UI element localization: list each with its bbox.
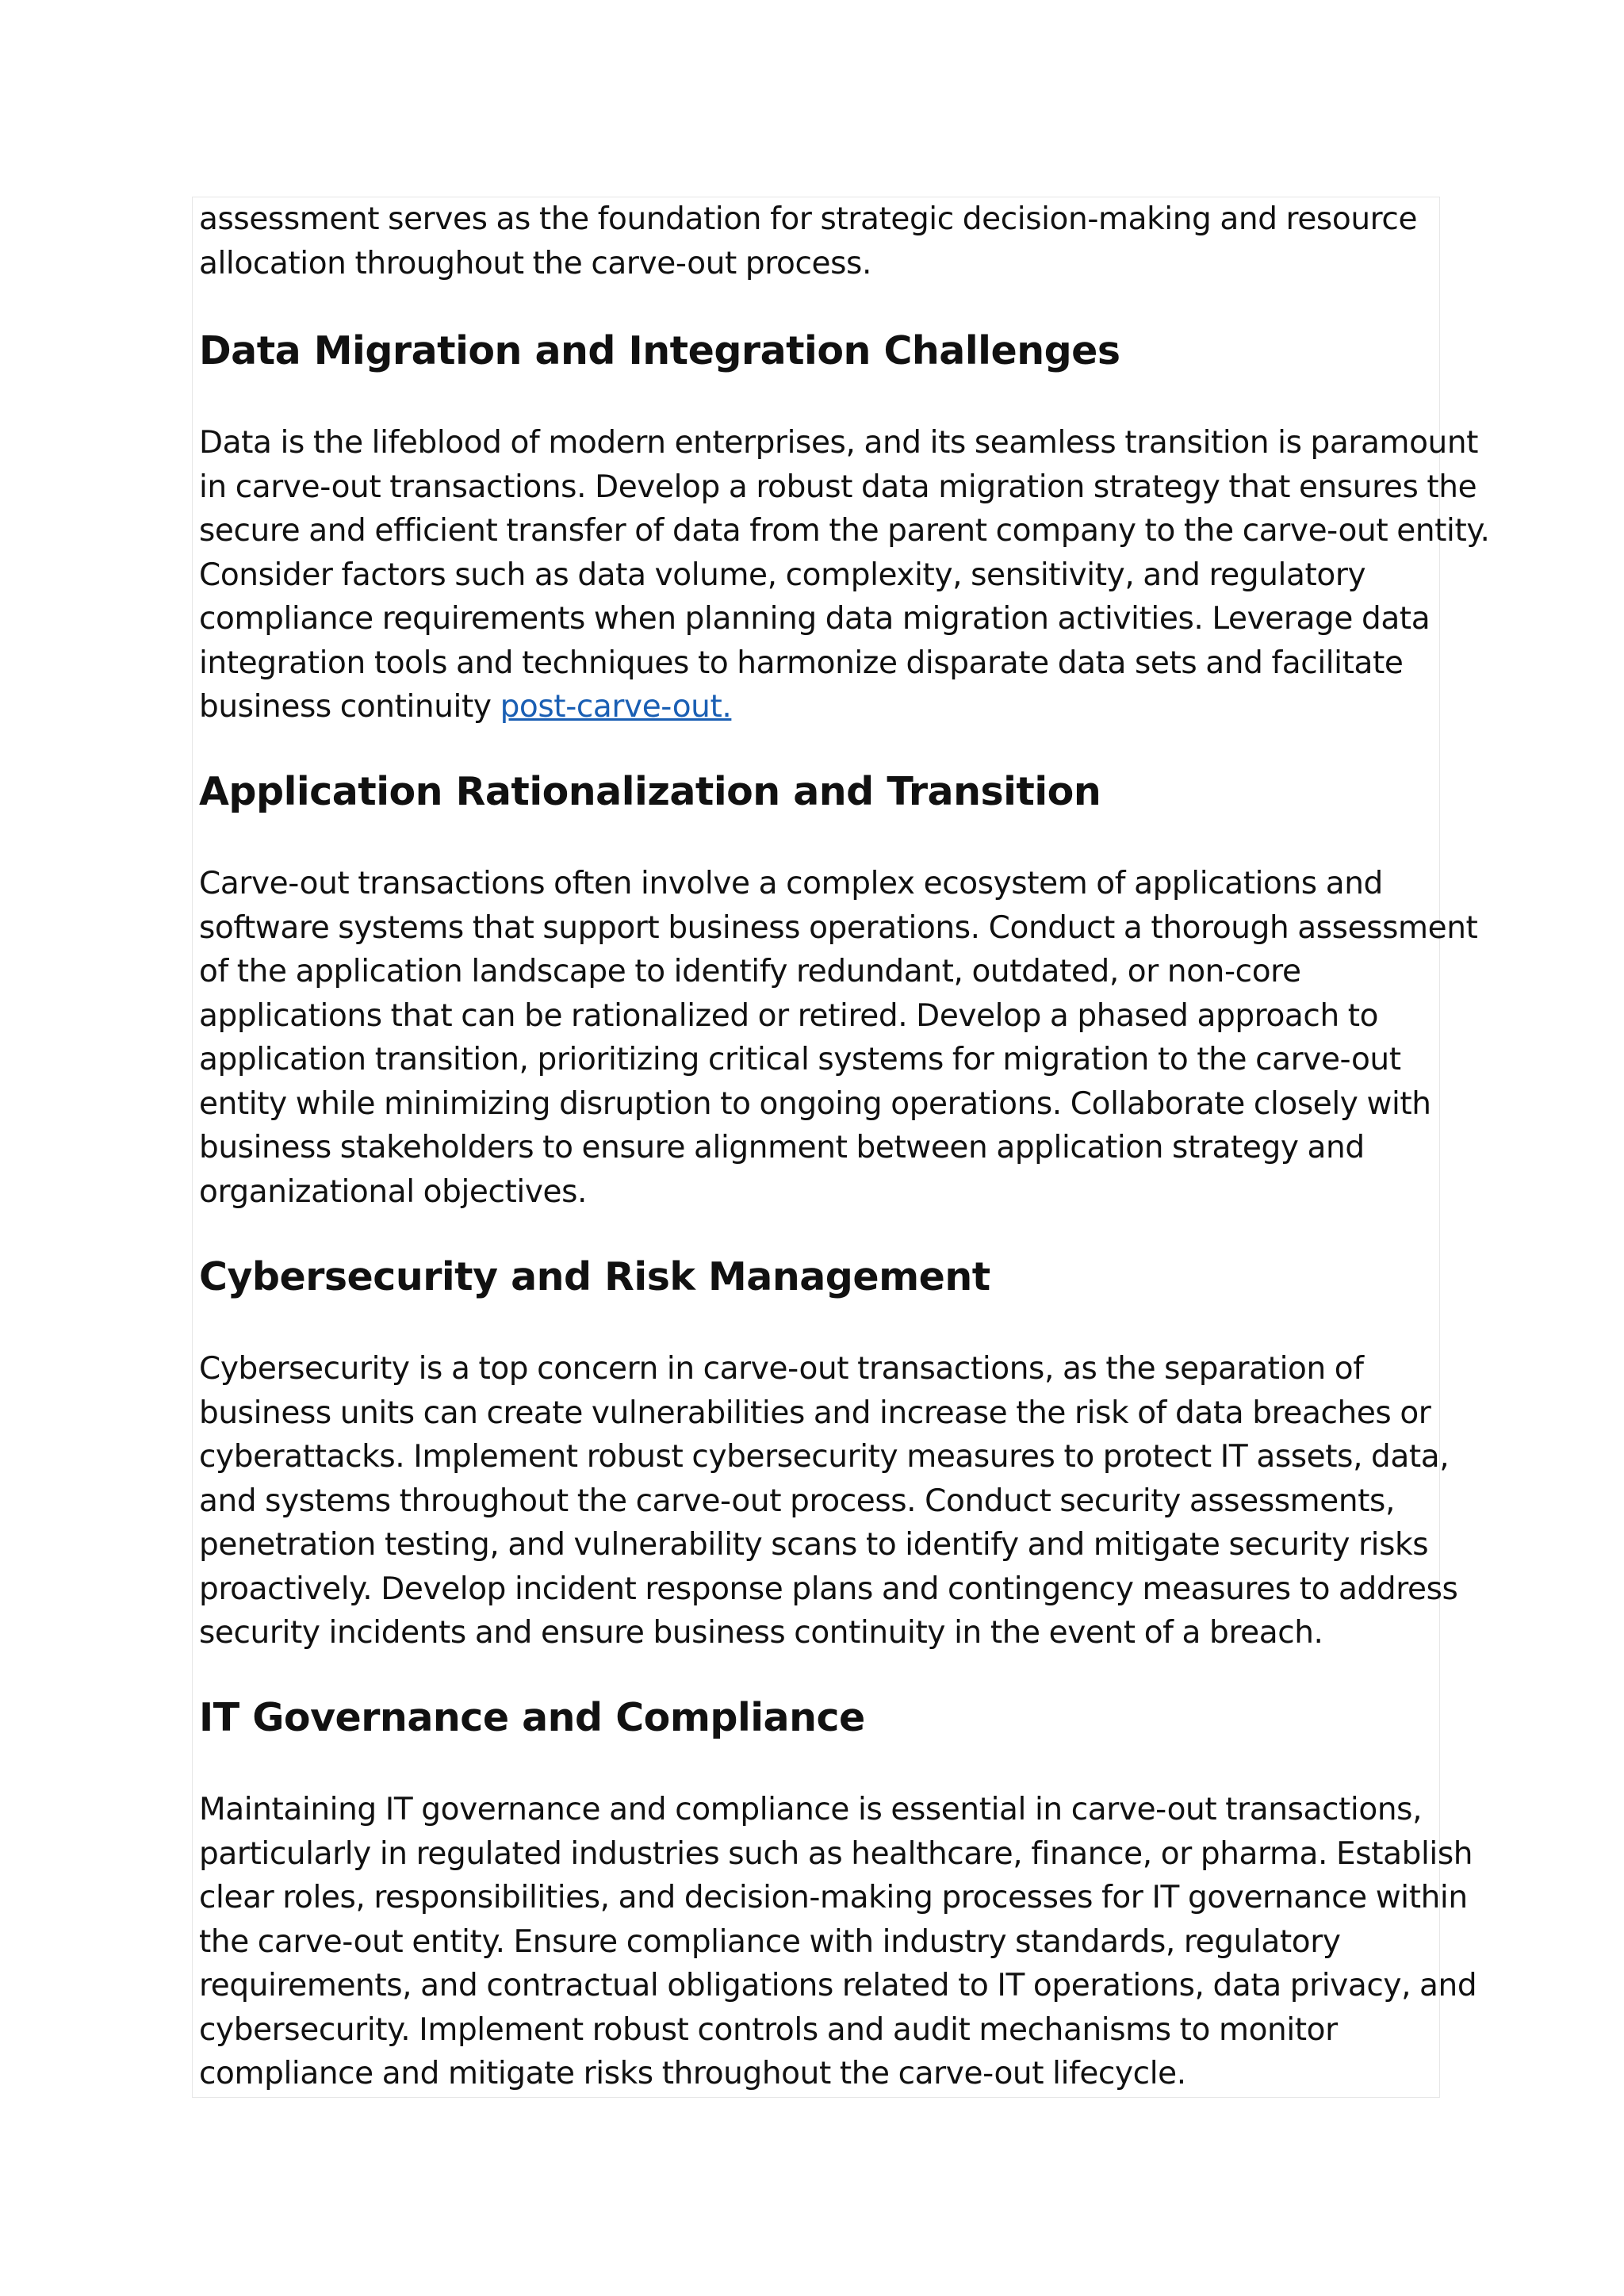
text-line: Maintaining IT governance and compliance is essential in carve-out transactions, bbox=[199, 1792, 1423, 1827]
paragraph bbox=[199, 1347, 1458, 1655]
text-line: integration tools and techniques to harmonize disparate data sets and facilitate bbox=[199, 645, 1404, 681]
section-heading: IT Governance and Compliance bbox=[199, 1695, 865, 1740]
text-line: Consider factors such as data volume, complexity, sensitivity, and regulatory bbox=[199, 557, 1366, 593]
text-line: requirements, and contractual obligations related to IT operations, data privacy, and bbox=[199, 1968, 1477, 2003]
text-line: and systems throughout the carve-out process. Conduct security assessments, bbox=[199, 1483, 1395, 1519]
paragraph bbox=[199, 421, 1490, 729]
text-line: Cybersecurity is a top concern in carve-out transactions, as the separation of bbox=[199, 1351, 1364, 1387]
text-line: allocation throughout the carve-out process. bbox=[199, 245, 871, 281]
text-line: organizational objectives. bbox=[199, 1173, 588, 1210]
text-line: penetration testing, and vulnerability scans to identify and mitigate security risks bbox=[199, 1527, 1429, 1563]
text-line: security incidents and ensure business continuity in the event of a breach. bbox=[199, 1615, 1323, 1651]
text-line: applications that can be rationalized or retired. Develop a phased approach to bbox=[199, 997, 1379, 1034]
text-line: cyberattacks. Implement robust cybersecurity measures to protect IT assets, data, bbox=[199, 1439, 1450, 1475]
section-it-governance bbox=[199, 1694, 1439, 1742]
text-fragment: business continuity bbox=[199, 689, 500, 725]
text-line: proactively. Develop incident response plans and contingency measures to address bbox=[199, 1571, 1458, 1607]
text-line: business units can create vulnerabilities and increase the risk of data breaches or bbox=[199, 1395, 1431, 1431]
paragraph bbox=[199, 197, 1439, 285]
text-line: business stakeholders to ensure alignment between application strategy and bbox=[199, 1130, 1365, 1165]
section-heading: Application Rationalization and Transition bbox=[199, 769, 1101, 814]
intro-continuation bbox=[199, 197, 1439, 285]
section-cybersecurity bbox=[199, 1253, 1439, 1301]
section-heading: Cybersecurity and Risk Management bbox=[199, 1254, 990, 1299]
text-line: Data is the lifeblood of modern enterprises, and its seamless transition is paramount bbox=[199, 425, 1479, 461]
text-line: secure and efficient transfer of data from the parent company to the carve-out entity. bbox=[199, 513, 1490, 549]
text-line: cybersecurity. Implement robust controls and audit mechanisms to monitor bbox=[199, 2011, 1338, 2048]
text-line: the carve-out entity. Ensure compliance with industry standards, regulatory bbox=[199, 1923, 1341, 1960]
text-line: in carve-out transactions. Develop a robust data migration strategy that ensures the bbox=[199, 469, 1477, 505]
document-page bbox=[192, 197, 1490, 2098]
section-application-rationalization bbox=[199, 768, 1439, 816]
section-cybersecurity-body bbox=[199, 1347, 1458, 1655]
paragraph bbox=[199, 1788, 1477, 2096]
text-line: compliance and mitigate risks throughout the carve-out lifecycle. bbox=[199, 2056, 1186, 2091]
text-line: assessment serves as the foundation for strategic decision-making and resource bbox=[199, 201, 1418, 237]
section-data-migration-body bbox=[199, 421, 1490, 729]
text-line: compliance requirements when planning data migration activities. Leverage data bbox=[199, 601, 1431, 637]
section-data-migration bbox=[199, 327, 1439, 375]
text-line: clear roles, responsibilities, and decision-making processes for IT governance within bbox=[199, 1880, 1468, 1915]
text-line: software systems that support business operations. Conduct a thorough assessment bbox=[199, 909, 1478, 946]
section-heading: Data Migration and Integration Challenges bbox=[199, 328, 1120, 373]
text-line: Carve-out transactions often involve a complex ecosystem of applications and bbox=[199, 866, 1383, 901]
section-application-rationalization-body bbox=[199, 862, 1478, 1214]
text-line: of the application landscape to identify redundant, outdated, or non-core bbox=[199, 954, 1301, 989]
text-line: particularly in regulated industries such as healthcare, finance, or pharma. Establish bbox=[199, 1835, 1473, 1872]
section-it-governance-body bbox=[199, 1788, 1477, 2096]
post-carve-out-link[interactable]: post-carve-out. bbox=[500, 689, 732, 725]
paragraph bbox=[199, 862, 1478, 1214]
text-line: application transition, prioritizing critical systems for migration to the carve-out bbox=[199, 1042, 1401, 1077]
text-line: entity while minimizing disruption to ongoing operations. Collaborate closely with bbox=[199, 1085, 1431, 1122]
text-line bbox=[199, 685, 1439, 729]
